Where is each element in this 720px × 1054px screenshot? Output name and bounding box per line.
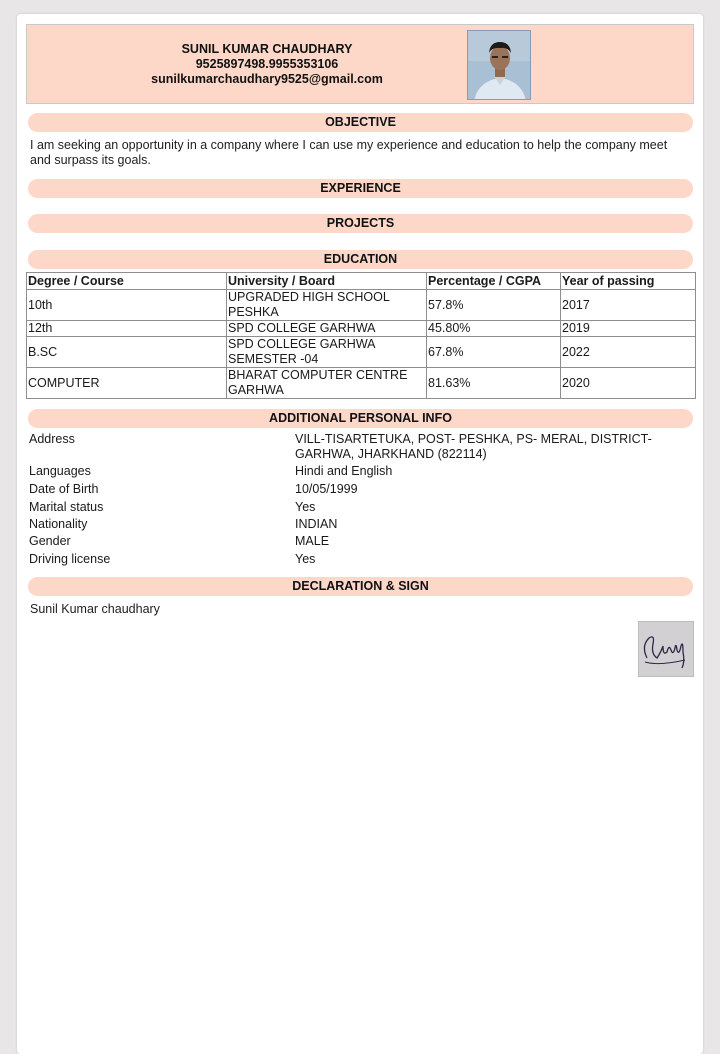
table-cell: 2019 bbox=[561, 321, 696, 337]
table-cell: SPD COLLEGE GARHWA bbox=[227, 321, 427, 337]
table-cell: 45.80% bbox=[427, 321, 561, 337]
declaration-heading: DECLARATION & SIGN bbox=[28, 577, 693, 596]
info-label: Languages bbox=[29, 464, 91, 478]
experience-heading: EXPERIENCE bbox=[28, 179, 693, 198]
table-row bbox=[27, 368, 696, 399]
column-header: University / Board bbox=[227, 273, 427, 290]
info-value: VILL-TISARTETUKA, POST- PESHKA, PS- MERAL, DISTRICT- GARHWA, JHARKHAND (822114) bbox=[295, 432, 652, 461]
candidate-name: SUNIL KUMAR CHAUDHARY bbox=[181, 42, 353, 56]
info-label: Driving license bbox=[29, 552, 111, 566]
info-value: Hindi and English bbox=[295, 464, 393, 478]
info-value: Yes bbox=[295, 552, 316, 566]
table-cell: 10th bbox=[27, 290, 227, 321]
resume-page bbox=[17, 14, 703, 1054]
column-header: Year of passing bbox=[561, 273, 696, 290]
phone-numbers: 9525897498.9955353106 bbox=[195, 57, 339, 71]
table-cell: B.SC bbox=[27, 337, 227, 368]
table-cell: UPGRADED HIGH SCHOOL PESHKA bbox=[227, 290, 427, 321]
projects-heading: PROJECTS bbox=[28, 214, 693, 233]
info-value: MALE bbox=[295, 534, 330, 548]
table-row bbox=[27, 337, 696, 368]
info-value: 10/05/1999 bbox=[295, 482, 358, 496]
table-cell: 2017 bbox=[561, 290, 696, 321]
column-header: Degree / Course bbox=[27, 273, 227, 290]
table-row bbox=[27, 321, 696, 337]
info-value: INDIAN bbox=[295, 517, 338, 531]
table-cell: 12th bbox=[27, 321, 227, 337]
education-heading: EDUCATION bbox=[28, 250, 693, 269]
table-cell: BHARAT COMPUTER CENTRE GARHWA bbox=[227, 368, 427, 399]
info-label: Gender bbox=[29, 534, 71, 548]
signature-image bbox=[638, 621, 694, 677]
table-cell: 2022 bbox=[561, 337, 696, 368]
info-label: Marital status bbox=[29, 500, 104, 514]
table-cell: SPD COLLEGE GARHWA SEMESTER -04 bbox=[227, 337, 427, 368]
table-cell: 81.63% bbox=[427, 368, 561, 399]
declaration-name: Sunil Kumar chaudhary bbox=[30, 602, 160, 616]
additional-info-heading: ADDITIONAL PERSONAL INFO bbox=[28, 409, 693, 428]
education-header-row bbox=[27, 273, 696, 290]
info-value: Yes bbox=[295, 500, 316, 514]
resume-header bbox=[26, 24, 694, 104]
info-label: Nationality bbox=[29, 517, 88, 531]
info-label: Date of Birth bbox=[29, 482, 99, 496]
column-header: Percentage / CGPA bbox=[427, 273, 561, 290]
table-row bbox=[27, 290, 696, 321]
table-cell: 2020 bbox=[561, 368, 696, 399]
info-label: Address bbox=[29, 432, 75, 446]
education-table bbox=[26, 272, 696, 399]
table-cell: 67.8% bbox=[427, 337, 561, 368]
objective-text: I am seeking an opportunity in a company where I can use my experience and education to help the company meet and surpass its goals. bbox=[30, 138, 668, 167]
email-address: sunilkumarchaudhary9525@gmail.com bbox=[151, 72, 383, 86]
table-cell: 57.8% bbox=[427, 290, 561, 321]
table-cell: COMPUTER bbox=[27, 368, 227, 399]
objective-heading: OBJECTIVE bbox=[28, 113, 693, 132]
profile-photo bbox=[467, 30, 531, 100]
